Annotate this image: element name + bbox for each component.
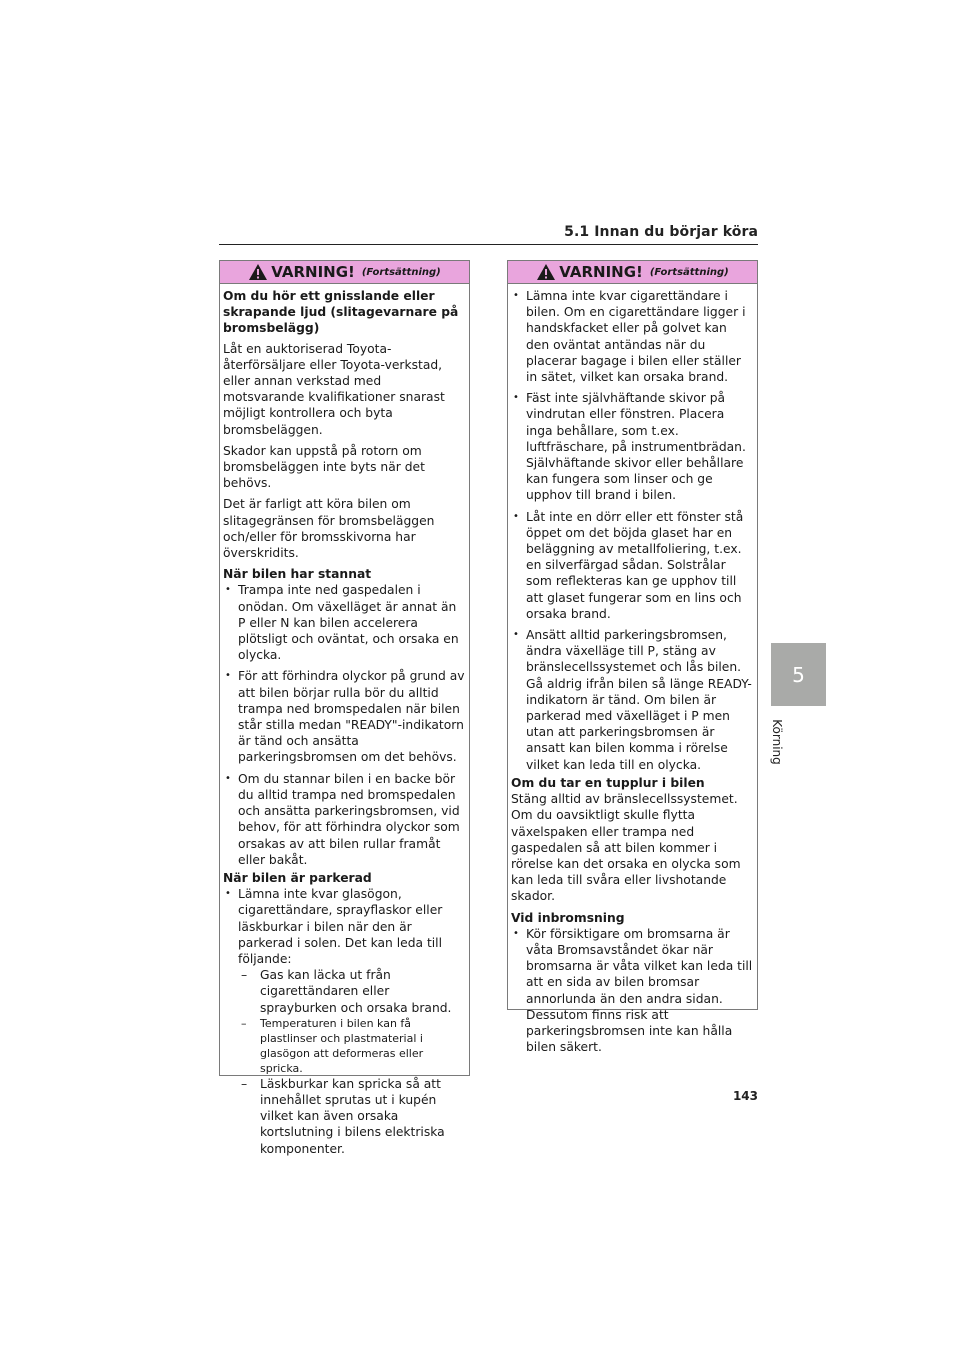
list-item: • Lämna inte kvar cigarettändare i bilen. Om en cigarettändare ligger i handskfacket eller på golvet kan den oväntat antändas när du placerar bagage i bilen eller ställer in sätet, vilket kan orsaka brand. xyxy=(511,288,753,385)
chapter-tab-label xyxy=(761,712,793,772)
list-item: • För att förhindra olyckor på grund av att bilen börjar rulla bör du alltid trampa ned bromspedalen när bilen står stilla medan "READY"-indikatorn är tänd och ansätta parkeringsbromsen om det behövs. xyxy=(223,668,465,765)
list-item: • Trampa inte ned gaspedalen i onödan. Om växelläget är annat än P eller N kan bilen accelerera plötsligt och oväntat, och orsaka en olycka. xyxy=(223,582,465,663)
heading-stopped: När bilen har stannat xyxy=(223,567,372,582)
list-item-text: Lämna inte kvar glasögon, cigarettändare, sprayflaskor eller läskburkar i bilen när den är parkerad i solen. Det kan leda till följande: xyxy=(238,887,443,966)
warning-header xyxy=(220,261,469,284)
bullet-list xyxy=(511,288,753,773)
list-item: • Kör försiktigare om bromsarna är våta Bromsavståndet ökar när bromsarna är våta vilket kan leda till att en sida av bilen bromsar annorlunda än den andra sidan. Dessutom finns risk att parkeringsbromsen inte kan hålla bilen säkert. xyxy=(511,926,753,1056)
list-item: • Ansätt alltid parkeringsbromsen, ändra växelläge till P, stäng av bränslecellssystemet och lås bilen. Gå aldrig ifrån bilen så länge READY-indikatorn är tänd. Om bilen är parkerad med växelläget i P men utan att parkeringsbromsen är ansatt kan bilen komma i rörelse vilket kan leda till en olycka. xyxy=(511,627,753,773)
warning-title: VARNING! xyxy=(271,263,355,281)
sub-list-item xyxy=(238,1016,465,1076)
warning-box-left xyxy=(219,260,470,1156)
chapter-tab xyxy=(771,643,826,706)
paragraph: Skador kan uppstå på rotorn om bromsbeläggen inte byts när det behövs. xyxy=(223,443,425,491)
sub-item-text: Gas kan läcka ut från cigarettändaren eller sprayburken och orsaka brand. xyxy=(260,968,452,1015)
dash-marker: – xyxy=(241,968,248,983)
list-item: • Fäst inte självhäftande skivor på vindrutan eller fönstren. Placera inga behållare, som t.ex. luftfräschare, på instrumentbrädan. Självhäftande skivor eller behållare kan fungera som linser och ge upphov till brand i bilen. xyxy=(511,390,753,503)
warning-content xyxy=(220,284,469,1157)
list-item: • Om du stannar bilen i en backe bör du alltid trampa ned bromspedalen och ansätta parkeringsbromsen, vid behov, för att förhindra olyckor som orsakas av att bilen rullar framåt eller bakåt. xyxy=(223,771,465,868)
heading-parked: När bilen är parkerad xyxy=(223,870,372,885)
page-number: 143 xyxy=(732,1089,758,1103)
page-header xyxy=(219,224,758,245)
chapter-label: Körning xyxy=(770,719,784,765)
dash-marker: – xyxy=(241,1076,248,1091)
warning-title: VARNING! xyxy=(559,263,643,281)
warning-subtitle: (Fortsättning) xyxy=(649,266,729,278)
sub-list xyxy=(238,967,465,1157)
paragraph: Stäng alltid av bränslecellssystemet. Om du oavsiktligt skulle flytta växelspaken eller trampa ned gaspedalen så att bilen kommer i rörelse kan det orsaka en olycka som kan leda till svåra eller livshotande skador. xyxy=(511,792,741,904)
sub-item-text: Läskburkar kan spricka så att innehållet sprutas ut i kupén vilket kan även orsaka kortslutning i bilens elektriska komponenter. xyxy=(260,1076,445,1156)
paragraph: Låt en auktoriserad Toyota-återförsäljare eller Toyota-verkstad, eller annan verkstad med motsvarande kvalifikationer snarast möjligt kontrollera och byta bromsbeläggen. xyxy=(223,341,445,437)
warning-content xyxy=(508,284,757,1055)
warning-header xyxy=(508,261,757,284)
warning-triangle-icon xyxy=(248,263,268,281)
section-title: 5.1 Innan du börjar köra xyxy=(564,224,758,240)
bullet-list xyxy=(511,926,753,1056)
bullet-list xyxy=(223,582,465,867)
heading-braking: Vid inbromsning xyxy=(511,910,625,925)
bullet-list xyxy=(223,886,465,1157)
list-item xyxy=(223,886,465,1157)
heading-brake-noise: Om du hör ett gnisslande eller skrapande ljud (slitagevarnare på bromsbelägg) xyxy=(223,289,459,336)
warning-subtitle: (Fortsättning) xyxy=(361,266,441,278)
list-item: • Låt inte en dörr eller ett fönster stå öppet om det böjda glaset har en beläggning av metallfoliering, t.ex. en silverfärgad sådan. Solstrålar som reflekteras kan ge upphov till att glaset fungerar som en lins och orsaka brand. xyxy=(511,509,753,622)
paragraph: Det är farligt att köra bilen om slitagegränsen för bromsbeläggen och/eller för bromsskivorna har överskridits. xyxy=(223,497,435,561)
dash-marker: – xyxy=(241,1016,247,1030)
heading-nap: Om du tar en tupplur i bilen xyxy=(511,775,705,790)
sub-list-item xyxy=(238,967,465,1016)
sub-item-text: Temperaturen i bilen kan få plastlinser och plastmaterial i glasögon att deformeras eller spricka. xyxy=(260,1016,424,1075)
chapter-number: 5 xyxy=(792,662,805,687)
warning-box-right xyxy=(507,260,758,1055)
sub-list-item xyxy=(238,1076,465,1157)
warning-triangle-icon xyxy=(536,263,556,281)
